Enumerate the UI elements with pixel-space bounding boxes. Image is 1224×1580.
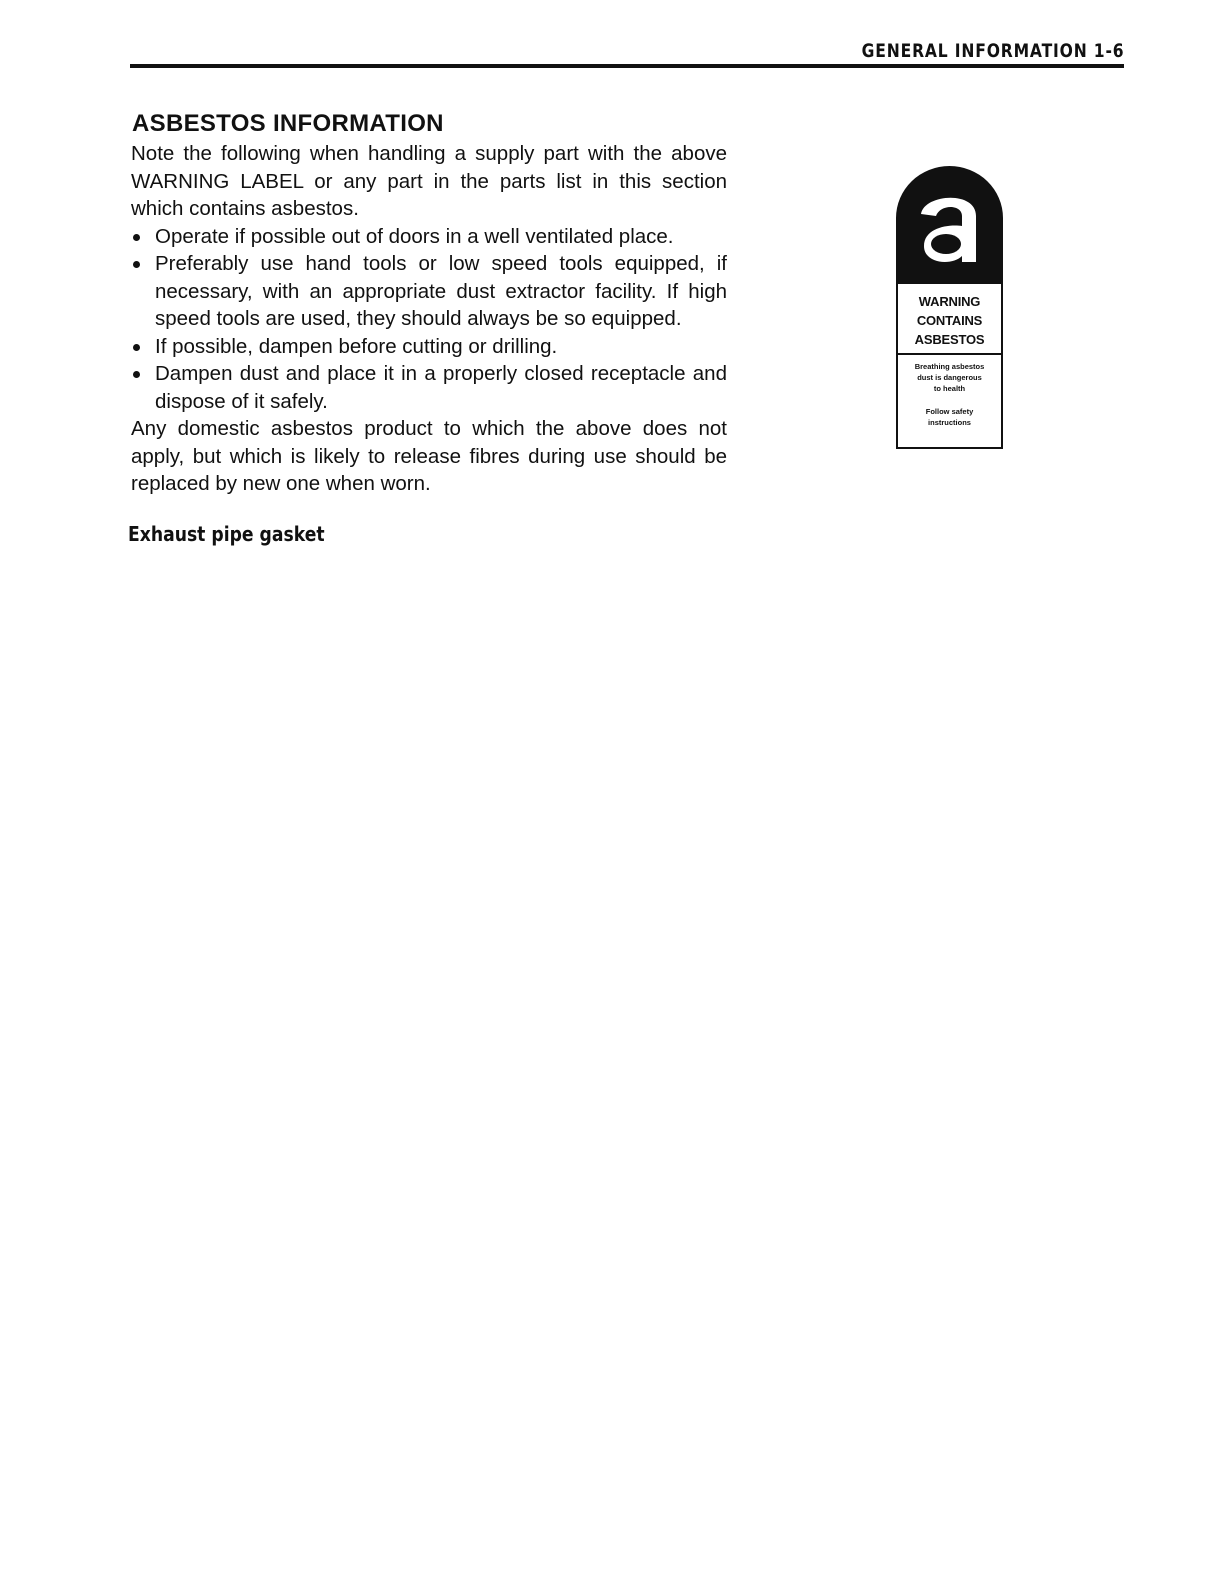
label-small-line: dust is dangerous (917, 373, 982, 382)
label-heading (898, 292, 1001, 349)
bullet-dot-icon (133, 371, 140, 378)
part-label: Exhaust pipe gasket (128, 521, 325, 546)
bullet-dot-icon (133, 261, 140, 268)
list-item (131, 223, 727, 251)
asbestos-section (128, 108, 727, 546)
list-item-text: Dampen dust and place it in a properly closed receptacle and dispose of it safely. (155, 362, 727, 413)
list-item-text: If possible, dampen before cutting or drilling. (155, 334, 558, 358)
section-title: ASBESTOS INFORMATION (132, 110, 444, 137)
page-header-title: GENERAL INFORMATION 1-6 (861, 40, 1124, 62)
label-divider (898, 353, 1001, 355)
label-heading-line: WARNING (918, 294, 981, 309)
warning-label-box (896, 284, 1003, 449)
label-small-line: instructions (928, 418, 971, 427)
label-small-line: Breathing asbestos (914, 362, 985, 371)
label-health-text (898, 361, 1001, 394)
closing-paragraph: Any domestic asbestos product to which the above does not apply, but which is likely to release fibres during use should be replaced by new one when worn. (131, 417, 727, 495)
list-item (131, 250, 727, 333)
bullet-dot-icon (133, 234, 140, 241)
label-small-line: Follow safety (925, 407, 974, 416)
intro-paragraph: Note the following when handling a supply part with the above WARNING LABEL or any part in the parts list in this section which contains asbestos. (131, 142, 727, 220)
list-item (131, 360, 727, 415)
asbestos-warning-label (896, 166, 1003, 450)
header-rule (130, 64, 1124, 68)
asbestos-a-logo-icon (896, 166, 1003, 286)
label-heading-line: ASBESTOS (914, 332, 985, 347)
label-small-line: to health (933, 384, 966, 393)
list-item-text: Operate if possible out of doors in a well ventilated place. (155, 224, 674, 248)
bullet-dot-icon (133, 344, 140, 351)
label-heading-line: CONTAINS (916, 313, 983, 328)
label-safety-text (898, 406, 1001, 428)
list-item-text: Preferably use hand tools or low speed tools equipped, if necessary, with an appropriate dust extractor facility. If high speed tools are used, they should always be so equipped. (155, 252, 727, 330)
precautions-list (131, 223, 727, 416)
list-item (131, 333, 727, 361)
